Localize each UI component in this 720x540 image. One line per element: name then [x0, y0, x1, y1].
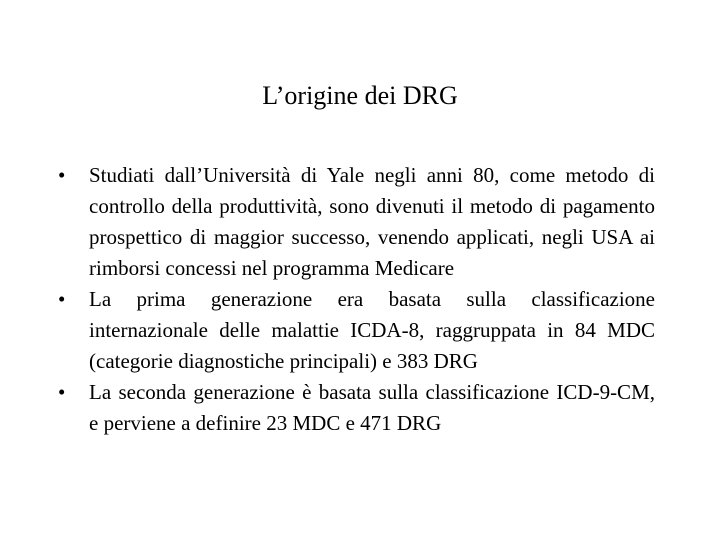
bullet-dot-icon: •	[58, 163, 66, 187]
bullet-item	[58, 284, 655, 377]
bullet-text: Studiati dall’Università di Yale negli anni 80, come metodo di controllo della produttività, sono divenuti il metodo di pagamento prospettico di maggior successo, venendo applicati, negli USA ai rimborsi concessi nel programma Medicare	[89, 163, 655, 280]
bullet-dot-icon: •	[58, 380, 66, 404]
bullet-item	[58, 160, 655, 284]
bullet-dot-icon: •	[58, 287, 66, 311]
bullet-list	[58, 160, 655, 439]
bullet-text: La prima generazione era basata sulla classificazione internazionale delle malattie ICDA-8, raggruppata in 84 MDC (categorie diagnostiche principali) e 383 DRG	[89, 287, 655, 373]
bullet-text: La seconda generazione è basata sulla classificazione ICD-9-CM, e perviene a definire 23 MDC e 471 DRG	[89, 380, 655, 435]
bullet-item	[58, 377, 655, 439]
slide-title: L’origine dei DRG	[262, 81, 458, 110]
